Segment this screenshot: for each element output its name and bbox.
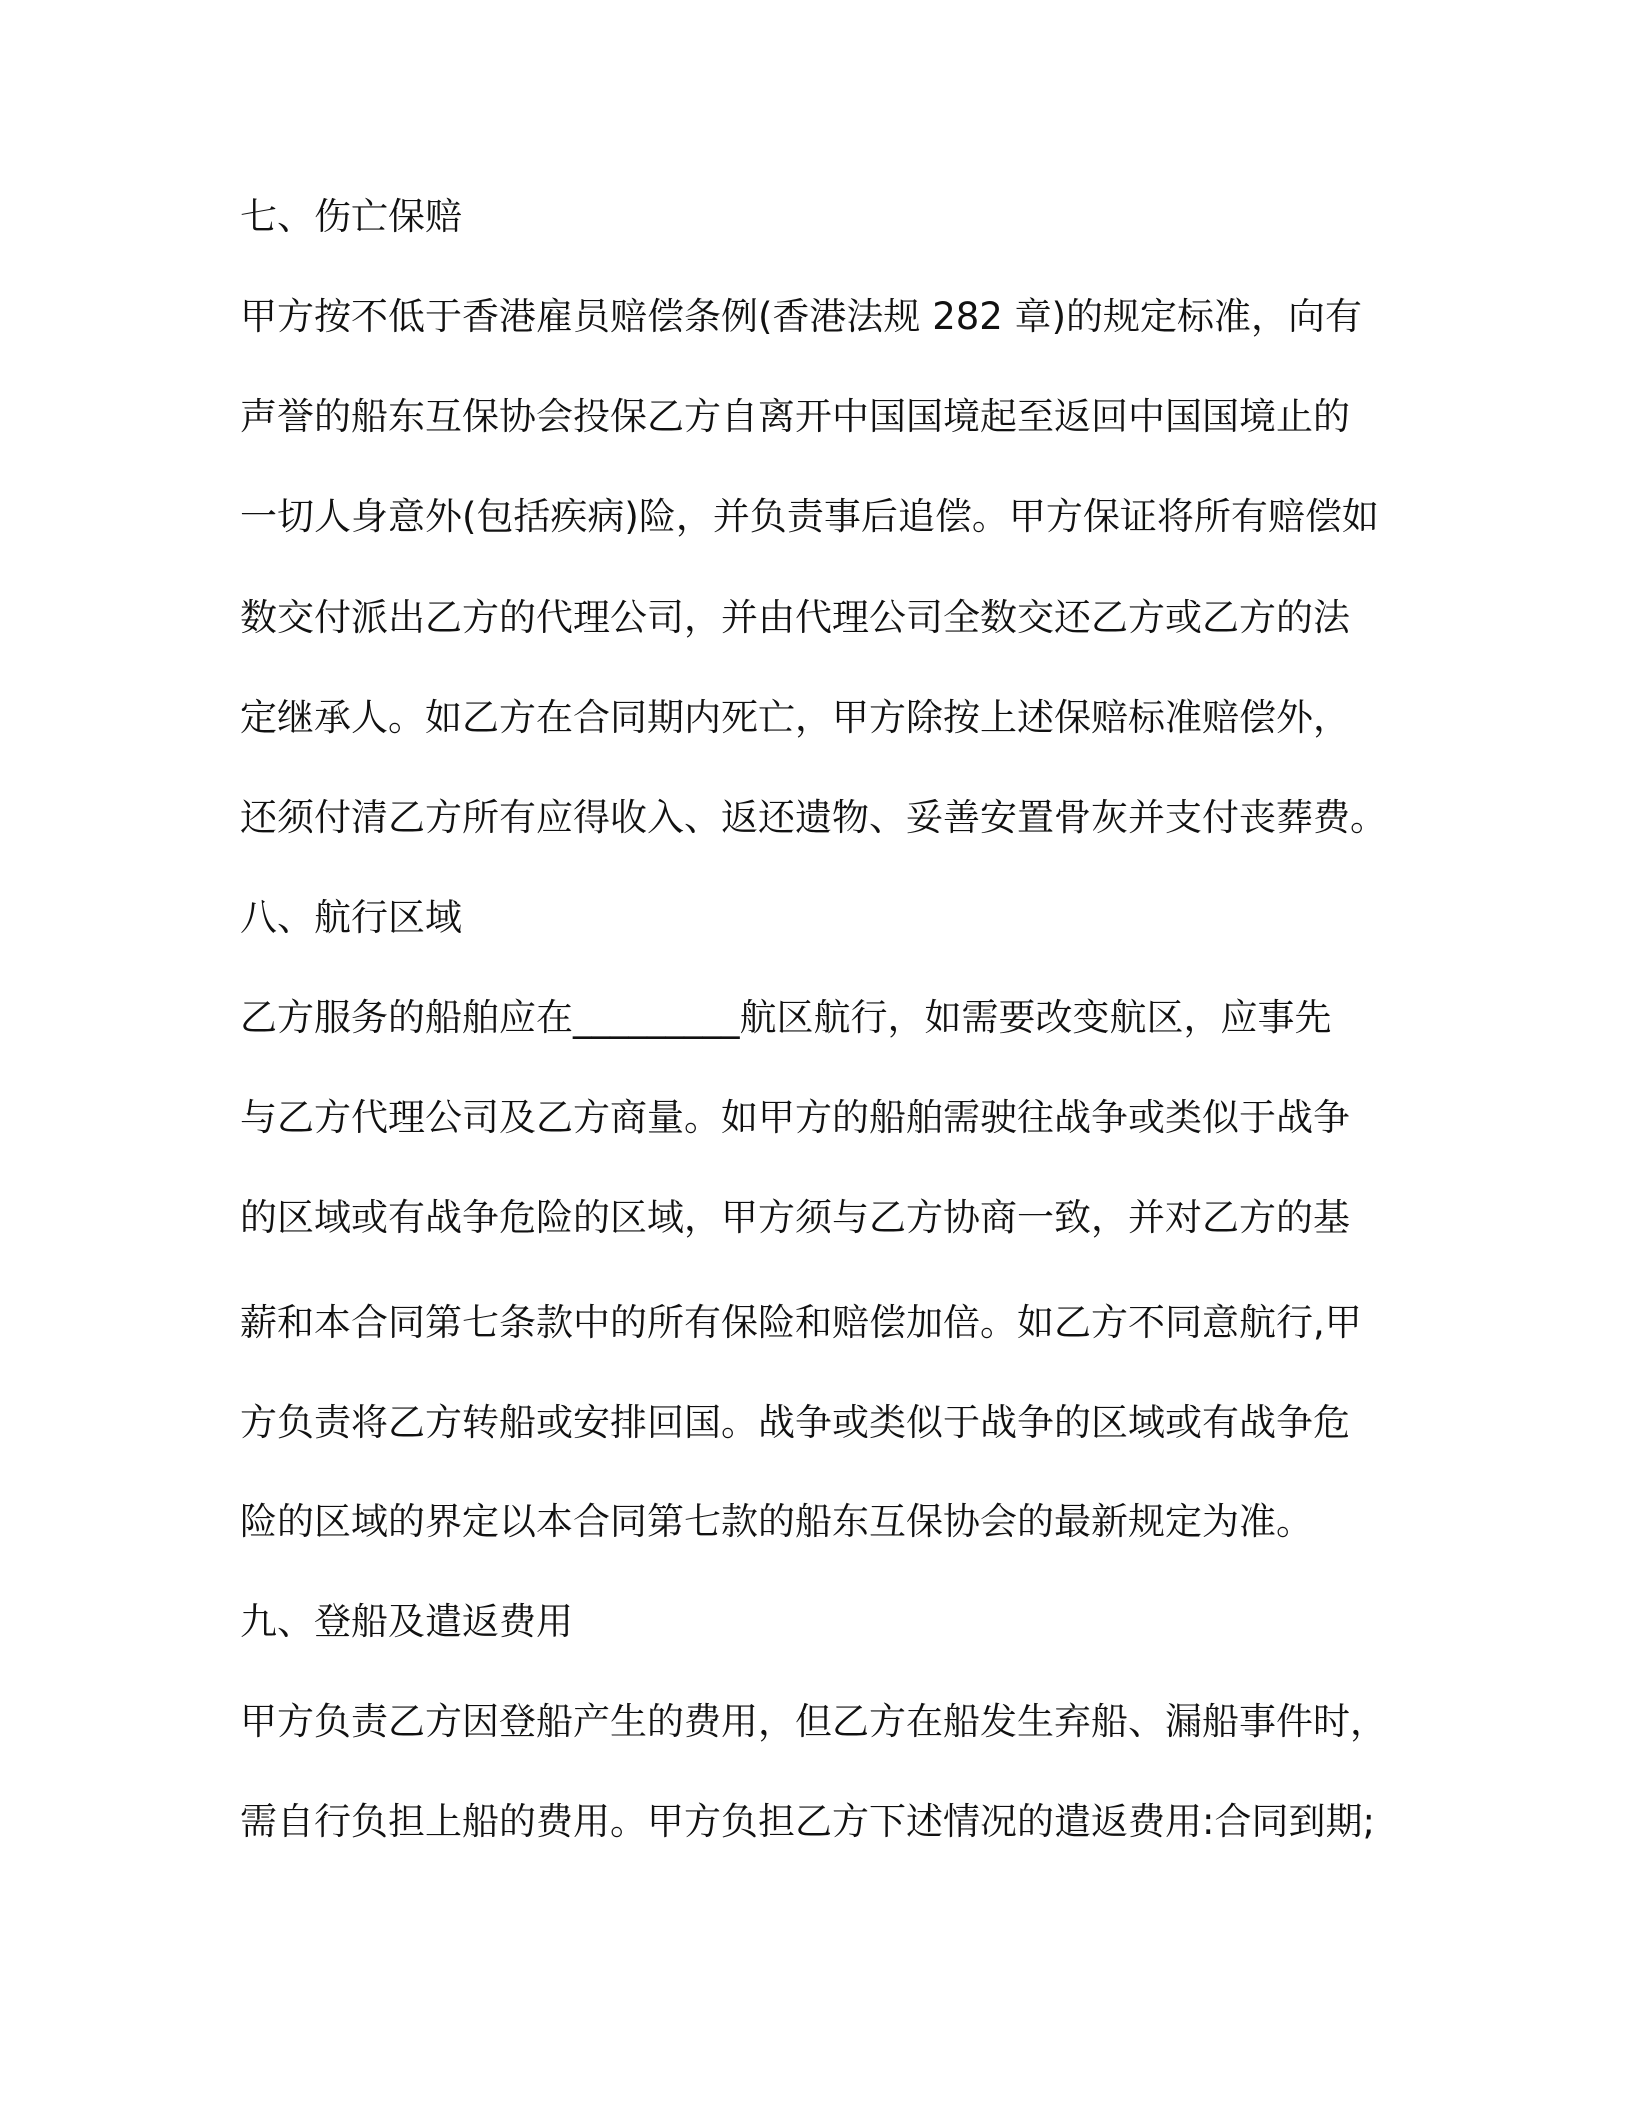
paragraph-line: 需自行负担上船的费用。甲方负担乙方下述情况的遣返费用:合同到期; <box>240 1800 1375 1843</box>
paragraph-line: 定继承人。如乙方在合同期内死亡，甲方除按上述保赔标准赔偿外， <box>240 696 1350 739</box>
paragraph-line: 数交付派出乙方的代理公司，并由代理公司全数交还乙方或乙方的法 <box>240 596 1350 639</box>
paragraph-line: 声誉的船东互保协会投保乙方自离开中国国境起至返回中国国境止的 <box>240 395 1350 438</box>
paragraph-line: 甲方负责乙方因登船产生的费用，但乙方在船发生弃船、漏船事件时， <box>240 1700 1387 1743</box>
paragraph-line: 甲方按不低于香港雇员赔偿条例(香港法规 282 章)的规定标准，向有 <box>240 295 1363 338</box>
section-heading-8: 八、航行区域 <box>240 896 462 939</box>
paragraph-line: 一切人身意外(包括疾病)险，并负责事后追偿。甲方保证将所有赔偿如 <box>240 495 1379 538</box>
paragraph-line: 的区域或有战争危险的区域，甲方须与乙方协商一致，并对乙方的基 <box>240 1196 1350 1239</box>
section-heading-9: 九、登船及遣返费用 <box>240 1600 573 1643</box>
paragraph-line: 乙方服务的船舶应在_________航区航行，如需要改变航区，应事先 <box>240 996 1332 1039</box>
paragraph-line: 薪和本合同第七条款中的所有保险和赔偿加倍。如乙方不同意航行,甲 <box>240 1301 1362 1344</box>
paragraph-line: 方负责将乙方转船或安排回国。战争或类似于战争的区域或有战争危 <box>240 1401 1350 1444</box>
paragraph-line: 还须付清乙方所有应得收入、返还遗物、妥善安置骨灰并支付丧葬费。 <box>240 796 1387 839</box>
section-heading-7: 七、伤亡保赔 <box>240 195 462 238</box>
paragraph-line: 险的区域的界定以本合同第七款的船东互保协会的最新规定为准。 <box>240 1500 1313 1543</box>
paragraph-line: 与乙方代理公司及乙方商量。如甲方的船舶需驶往战争或类似于战争 <box>240 1096 1350 1139</box>
